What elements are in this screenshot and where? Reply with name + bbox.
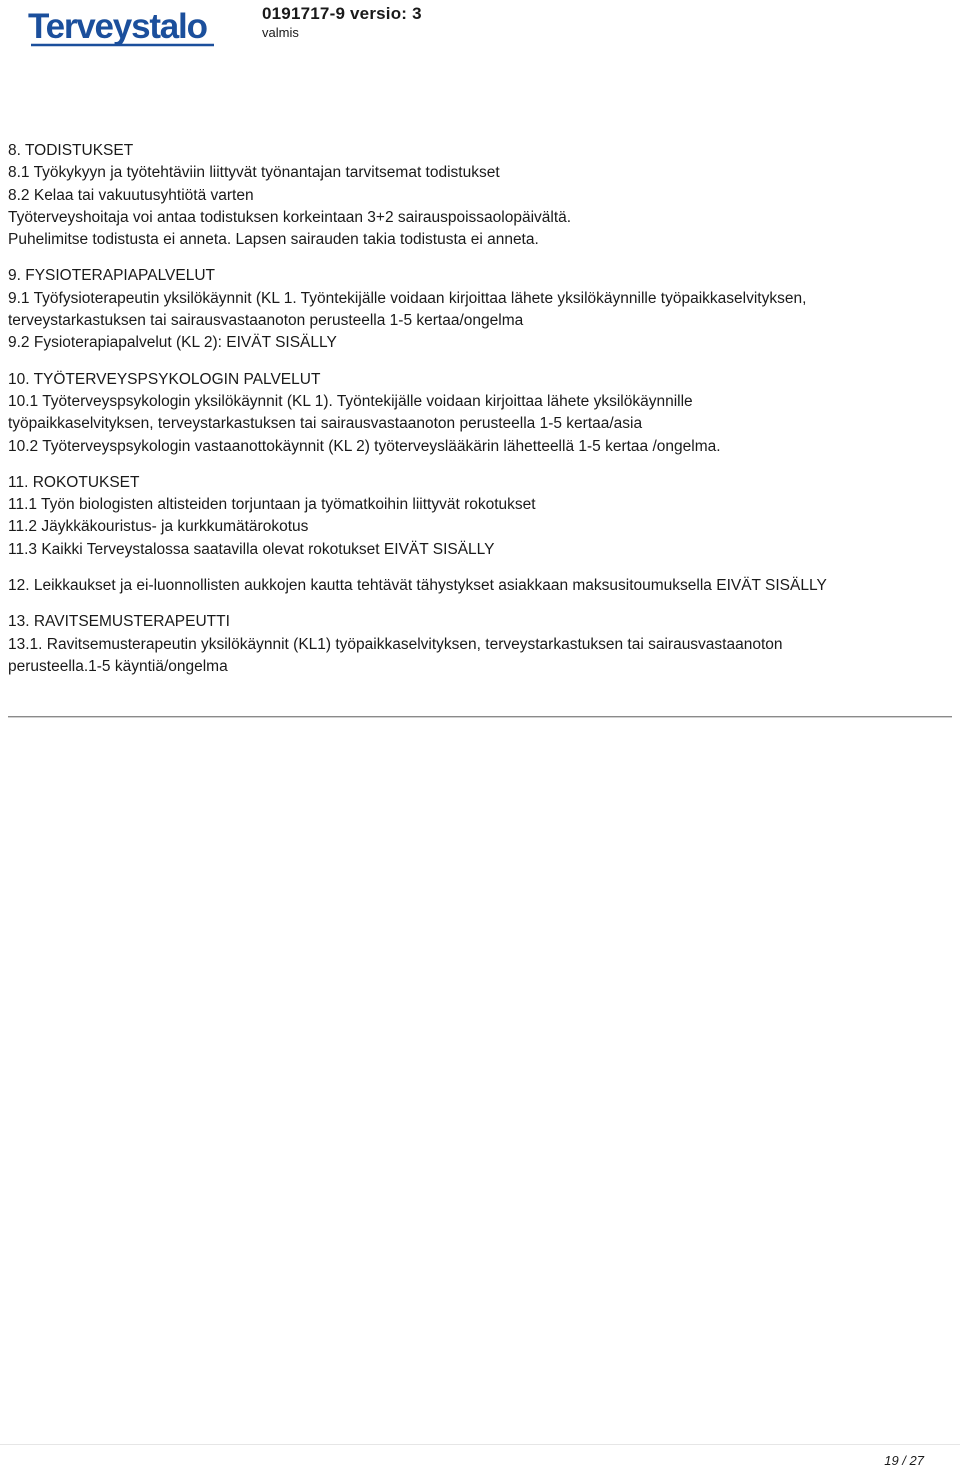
- page-header: [0, 0, 960, 60]
- text-line: työpaikkaselvityksen, terveystarkastuksen tai sairausvastaanoton perusteella 1-5 kertaa/asia: [8, 415, 643, 433]
- document-body: [8, 140, 953, 678]
- text-line: 11.2 Jäykkäkouristus- ja kurkkumätärokotus: [8, 518, 309, 536]
- paragraph-gap: [8, 251, 953, 265]
- text-line: 10.1 Työterveyspsykologin yksilökäynnit (KL 1). Työntekijälle voidaan kirjoittaa lähete yksilökäynnille: [8, 392, 693, 410]
- terveystalo-logo: [28, 5, 218, 49]
- page-number: 19 / 27: [884, 1453, 924, 1468]
- text-line: perusteella.1-5 käyntiä/ongelma: [8, 657, 228, 675]
- paragraph-gap: [8, 458, 953, 472]
- text-line: 10. TYÖTERVEYSPSYKOLOGIN PALVELUT: [8, 370, 321, 388]
- text-line: 9.1 Työfysioterapeutin yksilökäynnit (KL 1. Työntekijälle voidaan kirjoittaa lähete yksilökäynnille työpaikkaselvityksen,: [8, 289, 807, 307]
- text-line: 11.1 Työn biologisten altisteiden torjuntaan ja työmatkoihin liittyvät rokotukset: [8, 496, 536, 514]
- text-line: Työterveyshoitaja voi antaa todistuksen korkeintaan 3+2 sairauspoissaolopäivältä.: [8, 208, 572, 226]
- text-line: 9. FYSIOTERAPIAPALVELUT: [8, 267, 216, 285]
- footer-divider: [0, 1444, 960, 1445]
- text-line: 12. Leikkaukset ja ei-luonnollisten aukkojen kautta tehtävät tähystykset asiakkaan maksusitoumuksella EIVÄT SISÄLLY: [8, 577, 827, 595]
- document-id: 0191717-9 versio: 3: [262, 4, 422, 23]
- text-line: 8. TODISTUKSET: [8, 142, 134, 159]
- text-line: Puhelimitse todistusta ei anneta. Lapsen sairauden takia todistusta ei anneta.: [8, 231, 539, 249]
- text-line: 10.2 Työterveyspsykologin vastaanottokäynnit (KL 2) työterveyslääkärin lähetteellä 1-5 kertaa /ongelma.: [8, 437, 721, 455]
- text-line: 11.3 Kaikki Terveystalossa saatavilla olevat rokotukset EIVÄT SISÄLLY: [8, 540, 495, 558]
- text-line: 9.2 Fysioterapiapalvelut (KL 2): EIVÄT SISÄLLY: [8, 334, 337, 352]
- text-line: 13. RAVITSEMUSTERAPEUTTI: [8, 613, 230, 631]
- paragraph-gap: [8, 561, 953, 575]
- logo-text: Terveystalo: [28, 7, 207, 46]
- text-line: 8.2 Kelaa tai vakuutusyhtiötä varten: [8, 186, 254, 204]
- text-line: terveystarkastuksen tai sairausvastaanoton perusteella 1-5 kertaa/ongelma: [8, 312, 524, 330]
- text-line: 8.1 Työkykyyn ja työtehtäviin liittyvät työnantajan tarvitsemat todistukset: [8, 164, 500, 182]
- text-line: 13.1. Ravitsemusterapeutin yksilökäynnit (KL1) työpaikkaselvityksen, terveystarkastuksen tai sairausvastaanoton: [8, 635, 783, 653]
- document-status: valmis: [262, 25, 299, 40]
- paragraph-gap: [8, 597, 953, 611]
- section-divider: [8, 716, 952, 718]
- paragraph-gap: [8, 355, 953, 369]
- text-line: 11. ROKOTUKSET: [8, 473, 140, 491]
